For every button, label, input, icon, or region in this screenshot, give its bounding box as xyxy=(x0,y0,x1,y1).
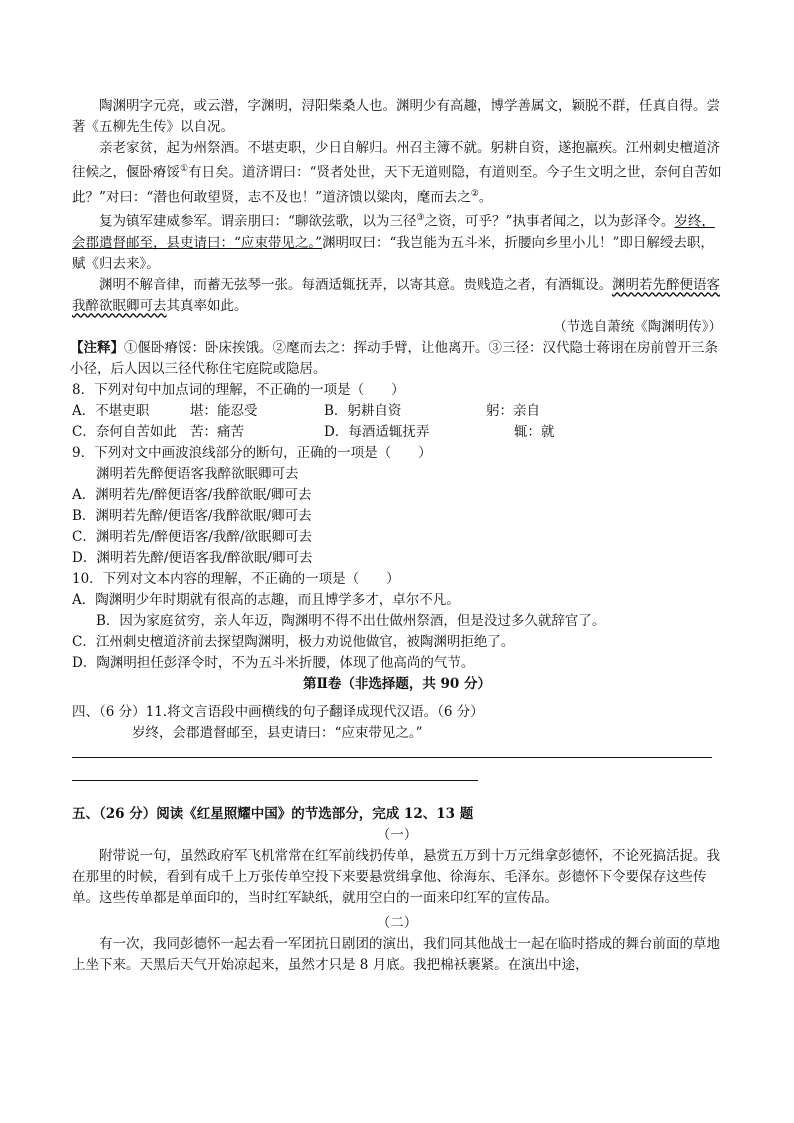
q10-option-b: B．因为家庭贫穷，亲人年迈，陶渊明不得不出仕做州祭酒，但是没过多久就辞官了。 xyxy=(96,612,606,629)
part2-title: 第Ⅱ卷（非选择题，共 90 分） xyxy=(302,675,492,692)
q9-option-d: D．渊明若先醉/便语客我/醉欲眠/卿可去 xyxy=(72,549,313,566)
note-ref-1: ① xyxy=(180,164,189,174)
notes-label: 【注释】 xyxy=(70,339,124,356)
section-5-para2: 有一次，我同彭德怀一起去看一军团抗日剧团的演出，我们同其他战士一起在临时搭成的舞台前面的草地上坐下来。天黑后天气开始凉起来，虽然才只是 8 月底。我把棉袄裹紧。在演出中途， xyxy=(72,936,720,973)
q9-stem: 9．下列对文中画波浪线部分的断句，正确的一项是（ ） xyxy=(72,444,432,461)
q8-option-b-gloss: 躬：亲自 xyxy=(486,402,540,419)
section-4-heading: 四、（6 分）11.将文言语段中画横线的句子翻译成现代汉语。（6 分） xyxy=(72,704,484,720)
q8-option-b: B．躬耕自资 xyxy=(324,402,402,419)
q9-option-c: C．渊明若先/醉便语客/我醉/欲眠卿可去 xyxy=(72,528,312,545)
q10-option-c: C．江州刺史檀道济前去探望陶渊明，极力劝说他做官，被陶渊明拒绝了。 xyxy=(72,633,515,650)
underlined-sentence: 岁终，会郡遣督邮至，县吏请曰：“应束带见之。” xyxy=(72,213,715,251)
answer-line-1 xyxy=(72,757,712,758)
section-5-part2-label: （二） xyxy=(376,915,418,931)
section-5-heading: 五、（26 分）阅读《红星照耀中国》的节选部分，完成 12、13 题 xyxy=(72,806,474,822)
q8-option-d-gloss: 辄：就 xyxy=(514,423,555,440)
section-5-para1: 附带说一句，虽然政府军飞机常常在红军前线扔传单，悬赏五万到十万元缉拿彭德怀，不论死搞活捉。我在那里的时候，看到有成千上万张传单空投下来要悬赏缉拿他、徐海东、毛泽东。彭德怀下令要保存这些传单。这些传单都是单面印的，当时红军缺纸，就用空白的一面来印红军的宣传品。 xyxy=(72,848,720,906)
passage xyxy=(72,96,722,695)
section-4-quote: 岁终，会郡遣督邮至，县吏请曰：“应束带见之。” xyxy=(132,725,423,741)
q10-option-a: A．陶渊明少年时期就有很高的志趣，而且博学多才，卓尔不凡。 xyxy=(72,591,460,608)
q8-row-1 xyxy=(72,401,722,422)
note-ref-2: ② xyxy=(470,188,479,199)
q8-stem: 8．下列对句中加点词的理解，不正确的一项是（ ） xyxy=(72,381,405,398)
answer-line-2 xyxy=(72,780,478,781)
q9-quote: 渊明若先醉便语客我醉欲眠卿可去 xyxy=(96,465,299,482)
passage-p2: 亲老家贫，起为州祭酒。不堪吏职，少日自解归。州召主簿不就。躬耕自资，遂抱羸疾。江州刺史檀道济往候之，偃卧瘠馁①有日矣。道济谓曰：“贤者处世，天下无道则隐，有道则至。今子生文明之世，奈何自苦如此？”对曰：“潜也何敢望贤，志不及也！”道济馈以粱肉，麾而去之②。 xyxy=(72,140,722,205)
section-4 xyxy=(72,702,722,744)
q9-option-a: A．渊明若先/醉便语客/我醉欲眠/卿可去 xyxy=(72,486,312,503)
q8-row-2 xyxy=(72,422,722,443)
notes xyxy=(70,338,722,380)
q8-option-a-gloss: 堪：能忍受 xyxy=(190,402,258,419)
q8-option-c: C．奈何自苦如此 xyxy=(72,423,177,440)
q8-option-a: A．不堪吏职 xyxy=(72,402,150,419)
q8-option-c-gloss: 苦：痛苦 xyxy=(190,423,244,440)
passage-p4: 渊明不解音律，而蓄无弦琴一张。每酒适辄抚弄，以寄其意。贵贱造之者，有酒辄设。渊明若先醉便语客我醉欲眠卿可去其真率如此。 xyxy=(72,276,720,314)
q10-option-d: D．陶渊明担任彭泽令时，不为五斗米折腰，体现了他高尚的气节。 xyxy=(72,654,475,671)
q8-option-d: D．每酒适辄抚弄 xyxy=(324,423,430,440)
section-5 xyxy=(72,804,722,976)
q9-option-b: B．渊明若先醉/便语客/我醉欲眠/卿可去 xyxy=(72,507,312,524)
passage-source: （节选自萧统《陶渊明传》） xyxy=(553,318,722,335)
section-5-part1-label: （一） xyxy=(376,827,418,843)
passage-p1: 陶渊明字元亮，或云潜，字渊明，浔阳柴桑人也。渊明少有高趣，博学善属文，颖脱不群，任真自得。尝著《五柳先生传》以自况。 xyxy=(72,98,720,135)
passage-p3: 复为镇军建威参军。谓亲朋曰：“聊欲弦歌，以为三径③之资，可乎？”执事者闻之，以为彭泽令。岁终，会郡遣督邮至，县吏请曰：“应束带见之。”渊明叹曰：“我岂能为五斗米，折腰向乡里小儿！”即日解绶去职，赋《归去来》。 xyxy=(72,213,715,272)
notes-text: ①偃卧瘠馁：卧床挨饿。②麾而去之：挥动手臂，让他离开。③三径：汉代隐士蒋诩在房前曾开三条小径，后人因以三径代称住宅庭院或隐居。 xyxy=(70,339,718,377)
wavy-sentence: 渊明若先醉便语客我醉欲眠卿可去 xyxy=(72,276,720,314)
note-ref-3: ③ xyxy=(416,213,425,223)
q10-stem: 10．下列对文本内容的理解，不正确的一项是（ ） xyxy=(72,570,400,587)
